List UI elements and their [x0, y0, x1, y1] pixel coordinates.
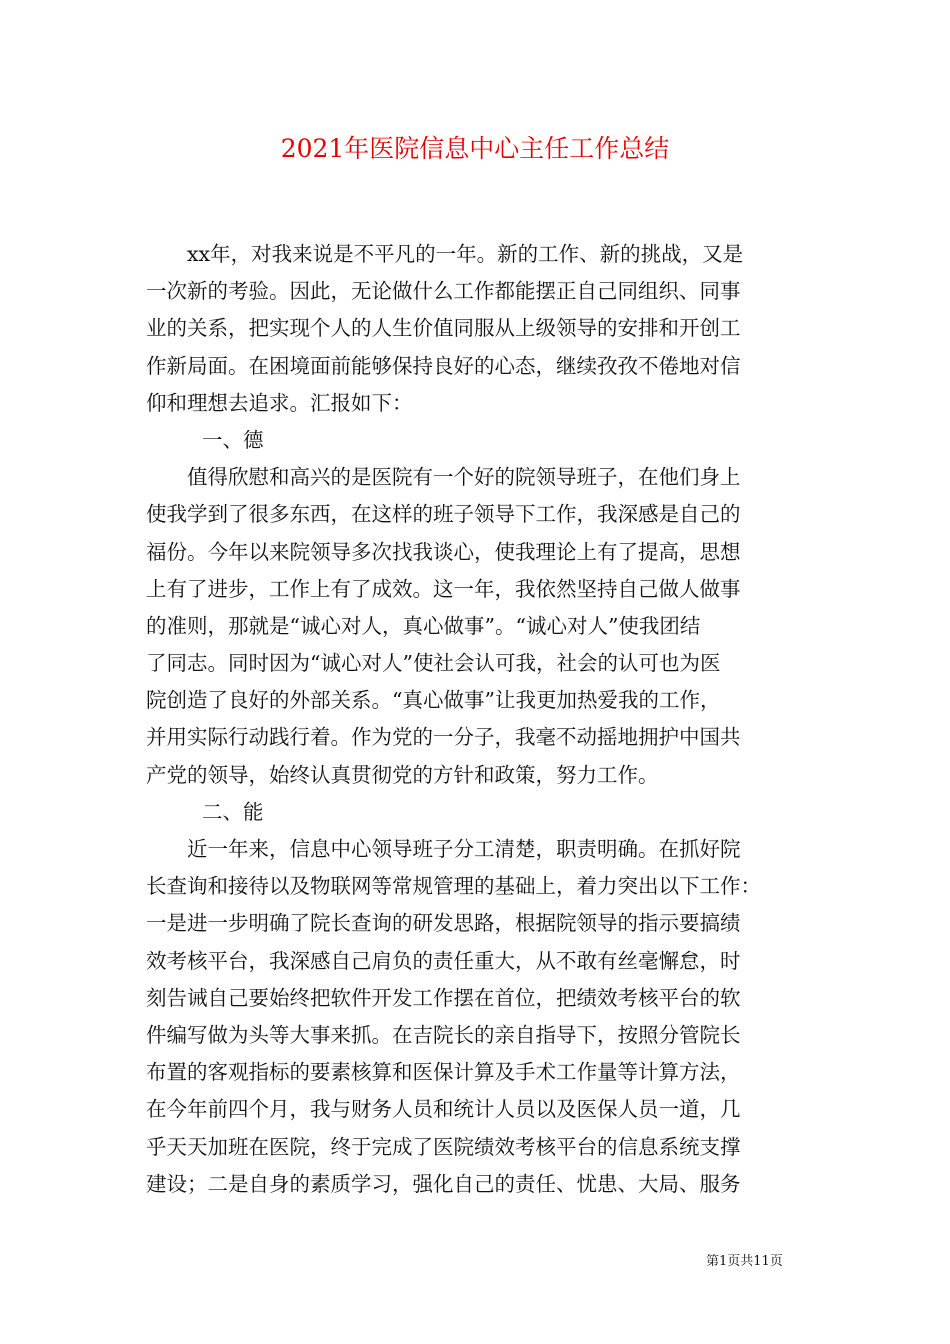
paragraph-line: 布置的客观指标的要素核算和医保计算及手术工作量等计算方法，	[146, 1060, 741, 1085]
paragraph-line: 使我学到了很多东西，在这样的班子领导下工作，我深感是自己的	[146, 502, 741, 527]
paragraph-line: 一是进一步明确了院长查询的研发思路，根据院领导的指示要搞绩	[146, 911, 741, 936]
section-heading-de: 一、德	[202, 427, 264, 452]
paragraph-line: 了同志。同时因为“诚心对人”使社会认可我，社会的认可也为医	[146, 651, 721, 676]
document-title: 2021年医院信息中心主任工作总结	[280, 134, 670, 163]
paragraph-line: 值得欣慰和高兴的是医院有一个好的院领导班子，在他们身上	[187, 465, 741, 490]
paragraph-line: 件编写做为头等大事来抓。在吉院长的亲自指导下，按照分管院长	[146, 1022, 741, 1047]
paragraph-line: 院创造了良好的外部关系。“真心做事”让我更加热爱我的工作，	[146, 688, 721, 713]
page-number: 第1页共11页	[706, 1254, 783, 1269]
paragraph-line: 仰和理想去追求。汇报如下：	[146, 390, 413, 415]
paragraph-line: 作新局面。在困境面前能够保持良好的心态，继续孜孜不倦地对信	[146, 353, 741, 378]
paragraph-line: 业的关系，把实现个人的人生价值同服从上级领导的安排和开创工	[146, 316, 741, 341]
paragraph-line: 近一年来，信息中心领导班子分工清楚，职责明确。在抓好院	[187, 837, 741, 861]
paragraph-line: 上有了进步，工作上有了成效。这一年，我依然坚持自己做人做事	[146, 576, 741, 601]
paragraph-line: 并用实际行动践行着。作为党的一分子，我毫不动摇地拥护中国共	[146, 725, 741, 750]
paragraph-line: 福份。今年以来院领导多次找我谈心，使我理论上有了提高，思想	[146, 539, 741, 564]
paragraph-line: 长查询和接待以及物联网等常规管理的基础上，着力突出以下工作：	[146, 874, 761, 899]
paragraph-line: 一次新的考验。因此，无论做什么工作都能摆正自己同组织、同事	[146, 279, 741, 304]
paragraph-line: 在今年前四个月，我与财务人员和统计人员以及医保人员一道，几	[146, 1097, 741, 1122]
paragraph-line: 乎天天加班在医院，终于完成了医院绩效考核平台的信息系统支撑	[146, 1134, 741, 1159]
document-body	[146, 236, 808, 1203]
paragraph-line: 建设；二是自身的素质学习，强化自己的责任、忧患、大局、服务	[146, 1171, 741, 1196]
paragraph-line: 效考核平台，我深感自己肩负的责任重大，从不敢有丝毫懈怠，时	[146, 948, 741, 973]
paragraph-line: 刻告诫自己要始终把软件开发工作摆在首位，把绩效考核平台的软	[146, 985, 741, 1010]
paragraph-line: xx年，对我来说是不平凡的一年。新的工作、新的挑战，又是	[187, 242, 744, 266]
paragraph-line: 产党的领导，始终认真贯彻党的方针和政策，努力工作。	[146, 762, 659, 787]
section-heading-neng: 二、能	[202, 799, 264, 824]
paragraph-line: 的准则，那就是“诚心对人，真心做事”。“诚心对人”使我团结	[146, 613, 701, 638]
